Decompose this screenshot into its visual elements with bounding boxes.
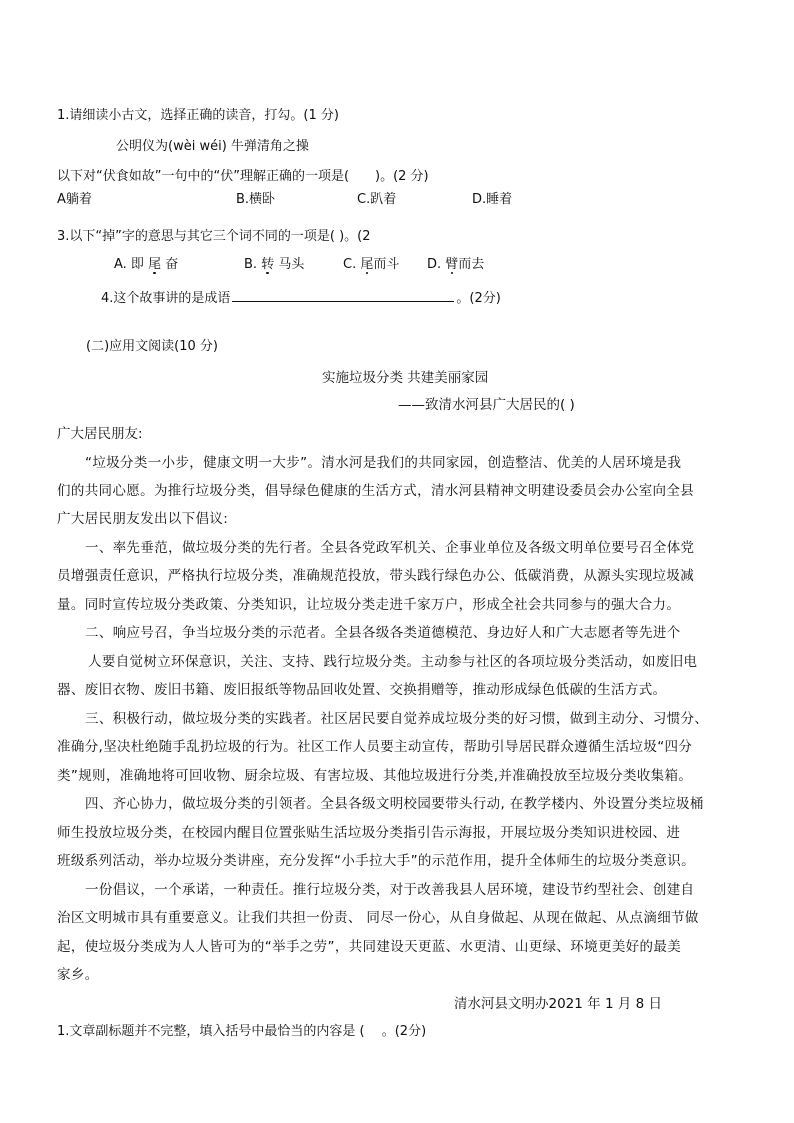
answer-blank[interactable] bbox=[232, 287, 454, 302]
question-3-option-d: D. 臂而去 bbox=[427, 255, 484, 275]
body-line: 们的共同心愿。为推行垃圾分类，倡导绿色健康的生活方式，清水河县精神文明建设委员会办公室向全县 bbox=[57, 483, 695, 499]
body-line: 班级系列活动，举办垃圾分类讲座，充分发挥“小手拉大手”的示范作用，提升全体师生的垃圾分类意识。 bbox=[57, 853, 695, 869]
question-1-example: 公明仪为(wèi wéi) 牛弹清角之操 bbox=[116, 139, 309, 154]
signature: 清水河县文明办2021 年 1 月 8 日 bbox=[454, 996, 662, 1012]
question-3-option-c: C. 尾而斗 bbox=[343, 255, 399, 275]
question-2-option-b: B.横卧 bbox=[236, 192, 276, 207]
question-2: 以下对“伏食如故”一句中的“伏”理解正确的一项是( )。(2 分) bbox=[57, 169, 429, 184]
body-line: 二、响应号召，争当垃圾分类的示范者。全县各级各类道德模范、身边好人和广大志愿者等先进个 bbox=[85, 625, 681, 641]
body-line: 类”规则，准确地将可回收物、厨余垃圾、有害垃圾、其他垃圾进行分类,并准确投放至垃圾分类收集箱。 bbox=[57, 768, 693, 784]
body-line: 准确分,坚决杜绝随手乱扔垃圾的行为。社区工作人员要主动宣传，帮助引导居民群众遵循生活垃圾“四分 bbox=[57, 739, 693, 755]
question-2-option-a: A躺着 bbox=[57, 192, 92, 207]
question-3: 3.以下“掉”字的意思与其它三个词不同的一项是( )。(2 bbox=[57, 229, 371, 244]
greeting: 广大居民朋友: bbox=[57, 426, 143, 442]
question-3-option-a: A. 即 尾 奋 bbox=[114, 255, 178, 275]
body-line: 员增强责任意识，严格执行垃圾分类，准确规范投放，带头践行绿色办公、低碳消费，从源头实现垃圾减 bbox=[57, 568, 695, 584]
question-1: 1.请细读小古文，选择正确的读音，打勾。(1 分) bbox=[57, 108, 339, 123]
article-subtitle: ——致清水河县广大居民的( ) bbox=[398, 397, 575, 413]
body-line: 一份倡议，一个承诺，一种责任。推行垃圾分类，对于改善我县人居环境，建设节约型社会、创建自 bbox=[85, 882, 695, 898]
body-line: 一、率先垂范，做垃圾分类的先行者。全县各党政军机关、企事业单位及各级文明单位要号召全体党 bbox=[85, 540, 695, 556]
question-2-option-c: C.趴着 bbox=[357, 192, 397, 207]
article-title: 实施垃圾分类 共建美丽家园 bbox=[322, 370, 489, 386]
question-4: 4.这个故事讲的是成语 。(2分) bbox=[101, 287, 501, 309]
body-line: 人要自觉树立环保意识，关注、支持、践行垃圾分类。主动参与社区的各项垃圾分类活动，如废旧电 bbox=[88, 654, 698, 670]
question-3-option-b: B. 转 马头 bbox=[244, 255, 304, 275]
body-line: 量。同时宣传垃圾分类政策、分类知识，让垃圾分类走进千家万户，形成全社会共同参与的强大合力。 bbox=[57, 597, 681, 613]
question-2-option-d: D.睡着 bbox=[472, 192, 513, 207]
body-line: 家乡。 bbox=[57, 967, 99, 983]
section-heading: (二)应用文阅读(10 分) bbox=[86, 339, 218, 354]
body-line: 广大居民朋友发出以下倡议: bbox=[57, 511, 229, 527]
body-line: 四、齐心协力，做垃圾分类的引领者。全县各级文明校园要带头行动, 在教学楼内、外设置分类垃圾桶 bbox=[85, 796, 704, 812]
body-line: 三、积极行动，做垃圾分类的实践者。社区居民要自觉养成垃圾分类的好习惯，做到主动分、习惯分、 bbox=[85, 711, 709, 727]
body-line: “垃圾分类一小步，健康文明一大步”。清水河是我们的共同家园，创造整洁、优美的人居环境是我 bbox=[85, 455, 682, 471]
body-line: 治区文明城市具有重要意义。让我们共担一份责、 同尽一份心，从自身做起、从现在做起、从点滴细节做 bbox=[57, 910, 699, 926]
body-line: 起，使垃圾分类成为人人皆可为的“举手之劳”，共同建设天更蓝、水更清、山更绿、环境更美好的最美 bbox=[57, 939, 682, 955]
body-line: 师生投放垃圾分类，在校园内醒目位置张贴生活垃圾分类指引告示海报，开展垃圾分类知识进校园、进 bbox=[57, 825, 681, 841]
body-line: 器、废旧衣物、废旧书籍、废旧报纸等物品回收处置、交换捐赠等，推动形成绿色低碳的生活方式。 bbox=[57, 682, 667, 698]
section-2-question-1: 1.文章副标题并不完整，填入括号中最恰当的内容是 ( 。(2分) bbox=[57, 1024, 427, 1039]
